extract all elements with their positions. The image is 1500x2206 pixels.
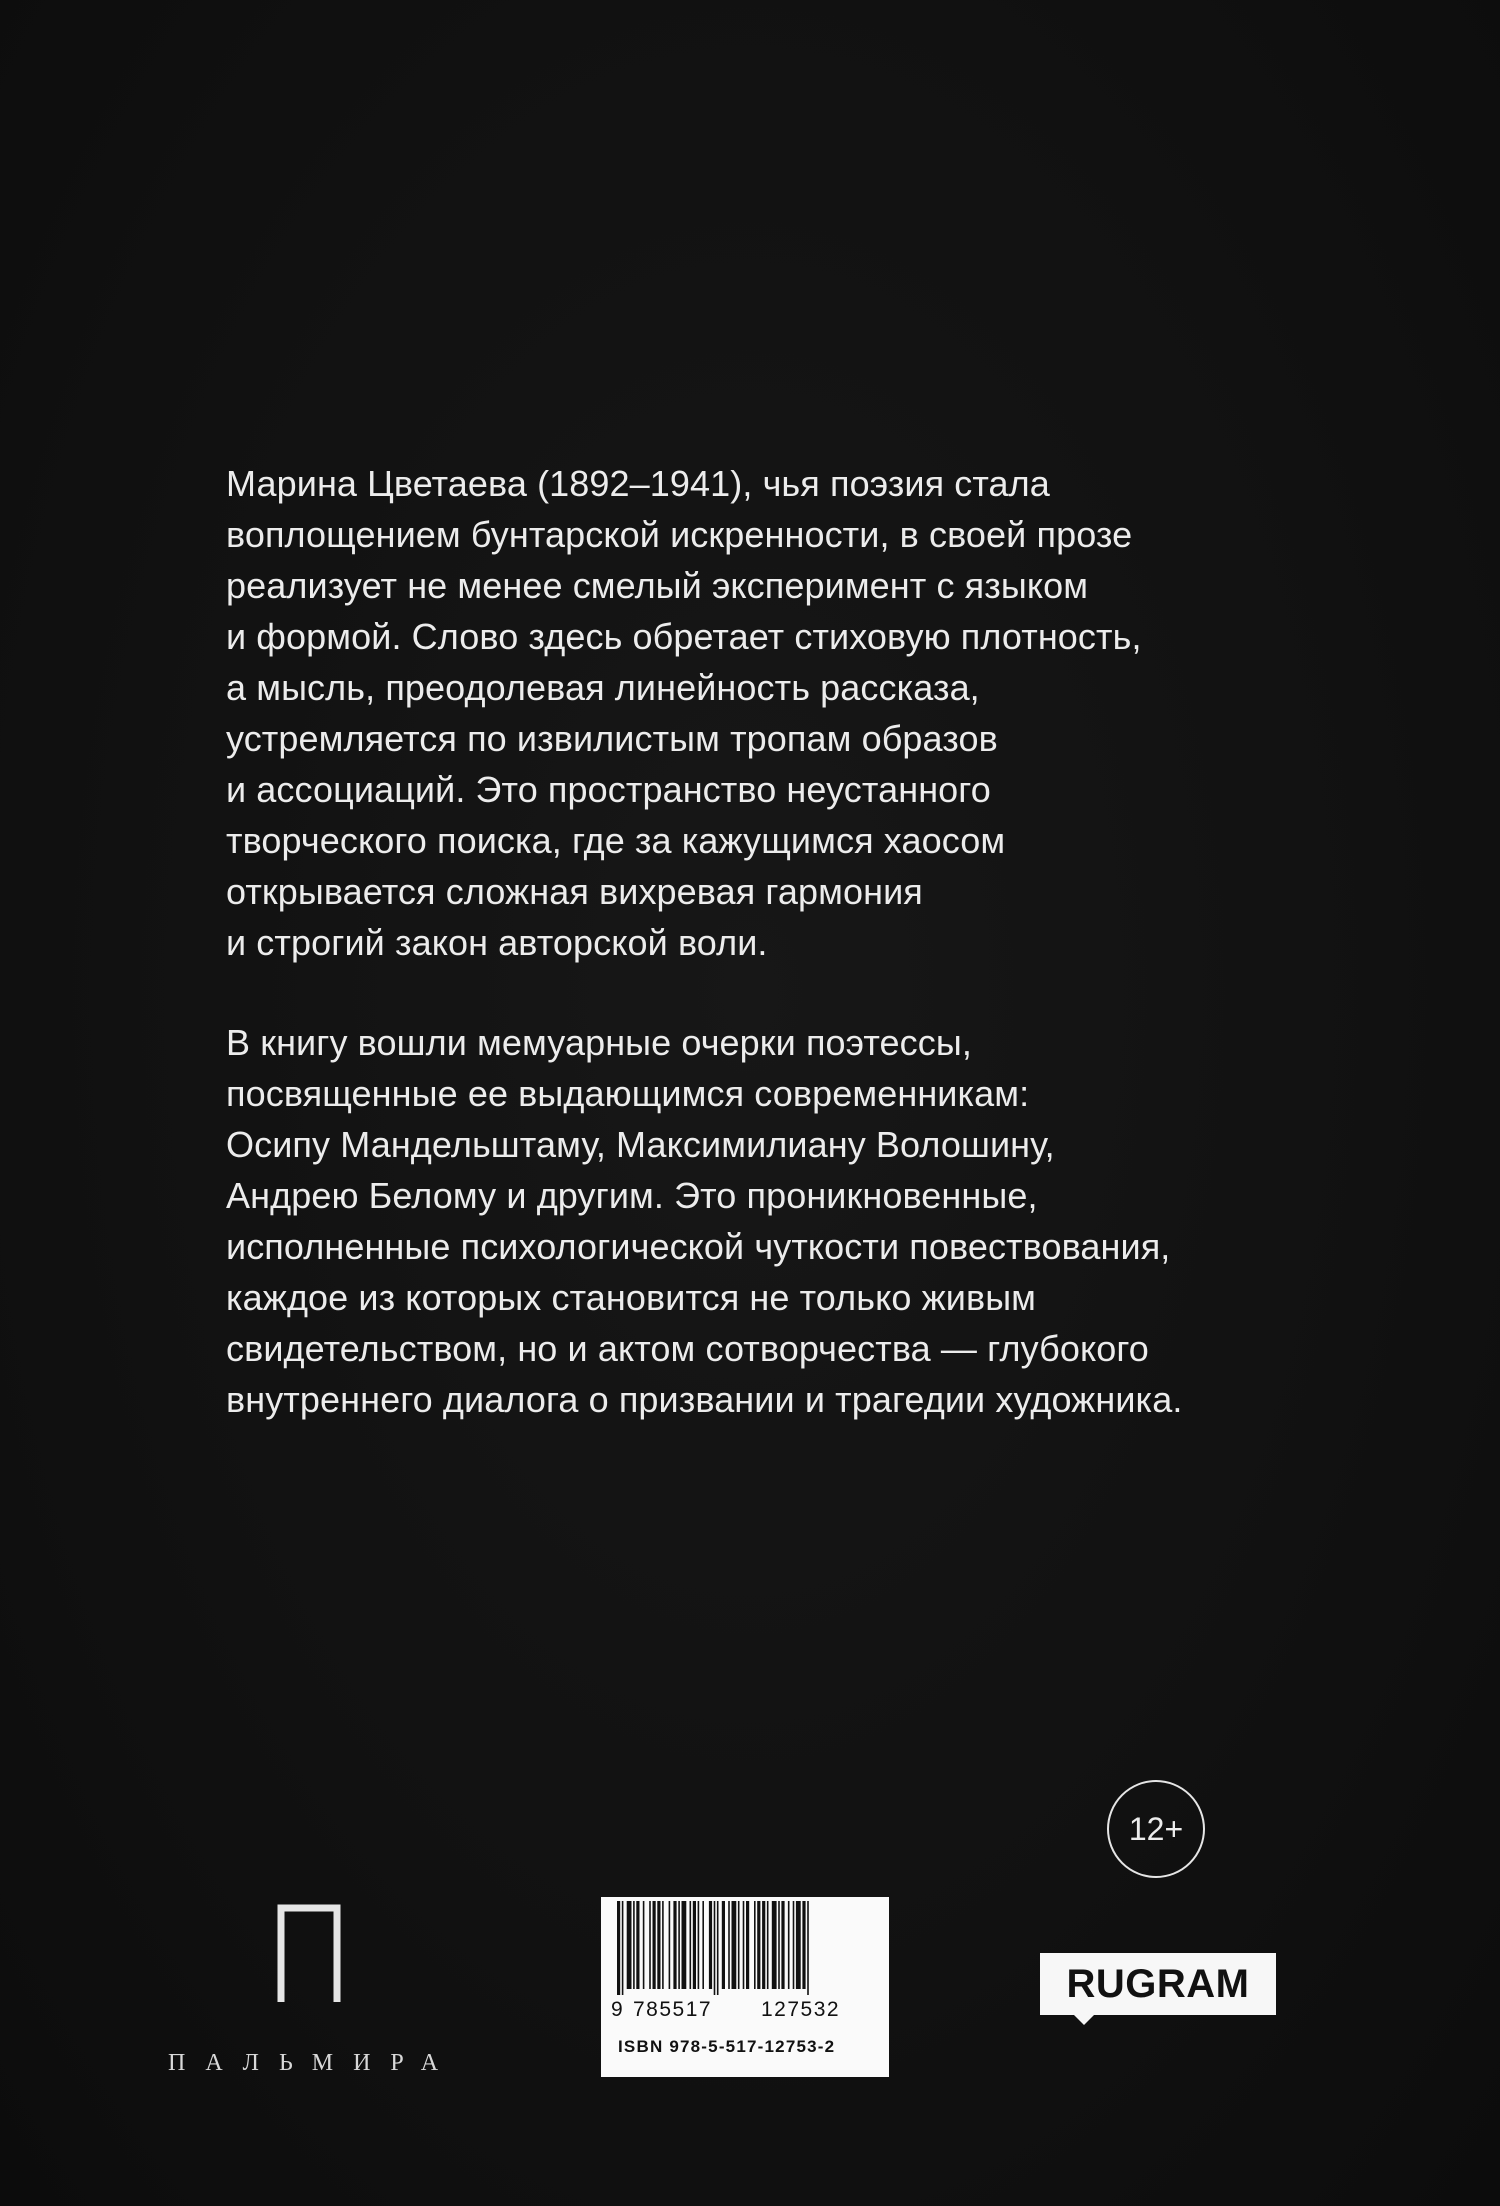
- barcode-bar: [757, 1901, 760, 1989]
- publisher-name: ПАЛЬМИРА: [168, 2050, 459, 2076]
- barcode-bar: [678, 1901, 680, 1989]
- barcode-bar: [738, 1901, 740, 1989]
- text-line: и строгий закон авторской воли.: [226, 922, 768, 963]
- barcode-bar: [767, 1901, 769, 1989]
- palmira-arch-icon: [275, 1900, 343, 2002]
- barcode-bar: [796, 1901, 801, 1989]
- barcode-bar: [693, 1901, 696, 1989]
- barcode-bar: [714, 1901, 716, 1995]
- barcode-bar: [633, 1901, 635, 1989]
- barcode-bar: [778, 1901, 780, 1989]
- barcode-digit-group-right: 127532: [761, 1998, 841, 2021]
- barcode-bar: [657, 1901, 660, 1989]
- barcode-bar: [781, 1901, 784, 1989]
- age-rating-label: 12+: [1128, 1810, 1184, 1847]
- barcode-digits: [611, 1998, 840, 2022]
- isbn-number: ISBN 978-5-517-12753-2: [618, 2037, 836, 2056]
- text-line: Марина Цветаева (1892–1941), чья поэзия стала: [226, 463, 1050, 504]
- barcode-bar: [762, 1901, 765, 1989]
- description-paragraph-1: [226, 458, 1286, 968]
- barcode-bar: [743, 1901, 745, 1989]
- text-line: и формой. Слово здесь обретает стиховую плотность,: [226, 616, 1142, 657]
- barcode-digit-group-left: 785517: [633, 1998, 713, 2021]
- barcode-bar: [690, 1901, 692, 1989]
- barcode-bar: [802, 1901, 805, 1989]
- barcode-bar: [788, 1901, 790, 1989]
- logo-notch: [1074, 2015, 1094, 2025]
- text-line: и ассоциаций. Это пространство неустанного: [226, 769, 991, 810]
- barcode-bar: [682, 1901, 687, 1989]
- text-line: Андрею Белому и другим. Это проникновенные,: [226, 1175, 1038, 1216]
- barcode-bar: [653, 1901, 656, 1989]
- text-line: открывается сложная вихревая гармония: [226, 871, 923, 912]
- text-line: реализует не менее смелый эксперимент с языком: [226, 565, 1089, 606]
- isbn-barcode: [601, 1897, 889, 2077]
- barcode-bar: [649, 1901, 651, 1989]
- text-line: устремляется по извилистым тропам образов: [226, 718, 998, 759]
- text-line: а мысль, преодолевая линейность рассказа,: [226, 667, 980, 708]
- text-line: внутреннего диалога о призвании и трагедии художника.: [226, 1379, 1183, 1420]
- barcode-bar: [732, 1901, 737, 1989]
- barcode-bar: [772, 1901, 777, 1989]
- description-paragraph-2: [226, 1017, 1286, 1425]
- text-line: каждое из которых становится не только живым: [226, 1277, 1037, 1318]
- text-line: Осипу Мандельштаму, Максимилиану Волошину,: [226, 1124, 1055, 1165]
- barcode-bar: [622, 1901, 624, 1995]
- barcode-bar: [617, 1901, 620, 1995]
- barcode-bar: [669, 1901, 671, 1989]
- text-line: посвященные ее выдающимся современникам:: [226, 1073, 1030, 1114]
- barcode-digit-lead: 9: [611, 1998, 623, 2021]
- barcode-bar: [627, 1901, 632, 1989]
- barcode-bar: [793, 1901, 795, 1989]
- barcode-bar: [636, 1901, 639, 1989]
- barcode-bar: [662, 1901, 664, 1989]
- barcode-bar: [698, 1901, 700, 1989]
- text-line: воплощением бунтарской искренности, в своей прозе: [226, 514, 1133, 555]
- barcode-bars: [613, 1901, 879, 1995]
- barcode-bar: [746, 1901, 749, 1989]
- text-line: исполненные психологической чуткости повествования,: [226, 1226, 1171, 1267]
- barcode-bar: [673, 1901, 676, 1989]
- barcode-bar: [754, 1901, 756, 1989]
- barcode-bar: [702, 1901, 704, 1989]
- age-rating-badge: [1107, 1780, 1205, 1878]
- imprint-name: RUGRAM: [1066, 1961, 1250, 2006]
- text-line: В книгу вошли мемуарные очерки поэтессы,: [226, 1022, 972, 1063]
- barcode-bar: [728, 1901, 730, 1989]
- barcode-bar: [717, 1901, 719, 1995]
- text-line: свидетельством, но и актом сотворчества — глубокого: [226, 1328, 1149, 1369]
- barcode-bar: [807, 1901, 809, 1995]
- rugram-logo: [1040, 1953, 1276, 2015]
- publisher-logo: [168, 1900, 468, 2090]
- barcode-bar: [722, 1901, 725, 1989]
- barcode-bar: [643, 1901, 645, 1989]
- text-line: творческого поиска, где за кажущимся хаосом: [226, 820, 1006, 861]
- barcode-bar: [709, 1901, 712, 1989]
